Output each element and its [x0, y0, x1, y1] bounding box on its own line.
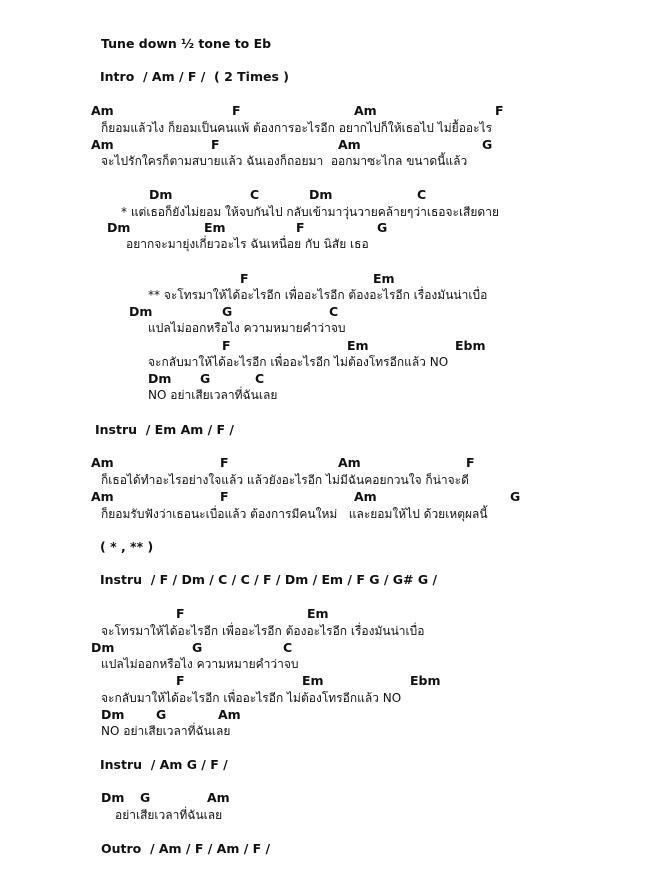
chord: Dm — [149, 187, 173, 202]
chord: Am — [338, 455, 361, 470]
chord: C — [250, 187, 260, 202]
lyric-line: อย่าเสียเวลาที่ฉันเลย — [115, 808, 223, 822]
chord: Am — [91, 137, 114, 152]
lyric-line: จะกลับมาให้ได้อะไรอีก เพื่ออะไรอีก ไม่ต้องโทรอีกแล้ว NO — [148, 355, 449, 369]
lyric-line: NO อย่าเสียเวลาที่ฉันเลย — [101, 724, 231, 738]
chord: F — [240, 271, 249, 286]
chord: Am — [354, 489, 377, 504]
chord: Am — [218, 707, 241, 722]
chord: G — [156, 707, 167, 722]
lyric-line: แปลไม่ออกหรือไง ความหมายคำว่าจบ — [148, 321, 346, 335]
chord: Em — [302, 673, 324, 688]
chord: Dm — [148, 371, 172, 386]
lyric-line: * แต่เธอก็ยังไม่ยอม ให้จบกันไป กลับเข้ามาวุ่นวายคล้ายๆว่าเธอจะเสียดาย — [121, 205, 499, 219]
lyric-line: จะโทรมาให้ได้อะไรอีก เพื่ออะไรอีก ต้องอะไรอีก เรื่องมันน่าเบื่อ — [101, 624, 425, 638]
chord: Am — [91, 103, 114, 118]
chord: G — [140, 790, 151, 805]
chord: G — [192, 640, 203, 655]
lyric-line: จะกลับมาให้ได้อะไรอีก เพื่ออะไรอีก ไม่ต้องโทรอีกแล้ว NO — [101, 691, 402, 705]
chord: F — [220, 455, 229, 470]
chord: C — [417, 187, 427, 202]
chord: F — [466, 455, 475, 470]
chord: F — [211, 137, 220, 152]
chord: C — [329, 304, 339, 319]
repeat-marker: ( * , ** ) — [100, 539, 154, 554]
chord: G — [377, 220, 388, 235]
lyric-line: จะไปรักใครก็ตามสบายแล้ว ฉันเองก็ถอยมา ออกมาซะไกล ขนาดนี้แล้ว — [101, 154, 468, 168]
chord: C — [255, 371, 265, 386]
chord: Am — [91, 455, 114, 470]
chord: Dm — [309, 187, 333, 202]
chord: Em — [347, 338, 369, 353]
lyric-line: NO อย่าเสียเวลาที่ฉันเลย — [148, 388, 278, 402]
chord: Dm — [91, 640, 115, 655]
chord: F — [296, 220, 305, 235]
lyric-line: ก็ยอมแล้วไง ก็ยอมเป็นคนแพ้ ต้องการอะไรอีก อยากไปก็ให้เธอไป ไม่ยื้ออะไร — [101, 121, 493, 135]
chord: F — [222, 338, 231, 353]
tuning-note: Tune down ½ tone to Eb — [101, 36, 272, 51]
lyric-line: ก็ยอมรับฟังว่าเธอนะเบื่อแล้ว ต้องการมีคนใหม่ และยอมให้ไป ด้วยเหตุผลนี้ — [101, 507, 488, 521]
chord: C — [283, 640, 293, 655]
intro-line: Intro / Am / F / ( 2 Times ) — [100, 69, 289, 84]
chord: Dm — [107, 220, 131, 235]
chord: Ebm — [410, 673, 441, 688]
lyric-line: ** จะโทรมาให้ได้อะไรอีก เพื่ออะไรอีก ต้องอะไรอีก เรื่องมันน่าเบื่อ — [148, 288, 488, 302]
instrumental-line: Instru / Em Am / F / — [95, 422, 234, 437]
chord: Dm — [101, 790, 125, 805]
chord: G — [222, 304, 233, 319]
chord: Em — [307, 606, 329, 621]
chord: Am — [338, 137, 361, 152]
chord: G — [200, 371, 211, 386]
chord: Dm — [129, 304, 153, 319]
instrumental-line: Instru / Am G / F / — [100, 757, 228, 772]
chord: Am — [207, 790, 230, 805]
chord: Dm — [101, 707, 125, 722]
chord: Ebm — [455, 338, 486, 353]
chord: F — [495, 103, 504, 118]
chord: Am — [354, 103, 377, 118]
chord: F — [220, 489, 229, 504]
lyric-line: อยากจะมายุ่งเกี่ยวอะไร ฉันเหนื่อย กับ นิสัย เธอ — [126, 237, 369, 251]
chord: Am — [91, 489, 114, 504]
chord: Em — [204, 220, 226, 235]
lyric-line: แปลไม่ออกหรือไง ความหมายคำว่าจบ — [101, 657, 299, 671]
chord: Em — [373, 271, 395, 286]
outro-line: Outro / Am / F / Am / F / — [101, 841, 271, 856]
chord: G — [510, 489, 521, 504]
lyric-line: ก็เธอได้ทำอะไรอย่างใจแล้ว แล้วยังอะไรอีก ไม่มีฉันคอยกวนใจ ก็น่าจะดี — [101, 473, 469, 487]
chord: F — [232, 103, 241, 118]
chord: F — [176, 673, 185, 688]
instrumental-line: Instru / F / Dm / C / C / F / Dm / Em / F G / G# G / — [100, 572, 438, 587]
chord: F — [176, 606, 185, 621]
chord: G — [482, 137, 493, 152]
